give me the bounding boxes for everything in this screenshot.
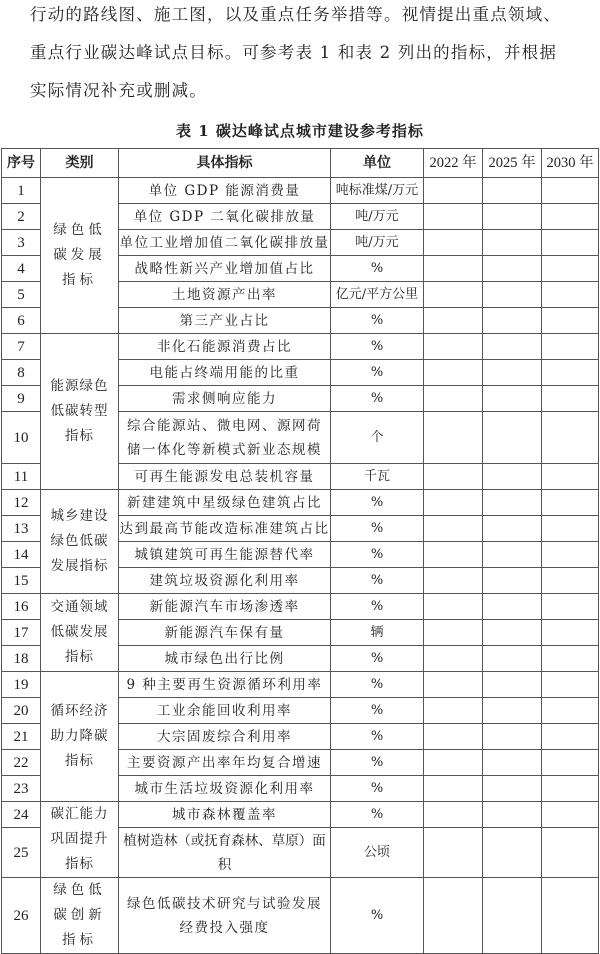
value-2030 — [542, 672, 599, 698]
value-2030 — [542, 878, 599, 954]
value-2030 — [542, 334, 599, 360]
value-2030 — [542, 776, 599, 802]
value-2030 — [542, 386, 599, 412]
header-indicator: 具体指标 — [119, 149, 331, 178]
value-2025 — [483, 464, 542, 490]
value-2022 — [424, 620, 483, 646]
value-2030 — [542, 412, 599, 464]
header-2025: 2025 年 — [483, 149, 542, 178]
value-2022 — [424, 360, 483, 386]
value-2030 — [542, 698, 599, 724]
indicator-cell: 战略性新兴产业增加值占比 — [119, 256, 331, 282]
value-2022 — [424, 178, 483, 204]
row-no: 21 — [2, 724, 41, 750]
value-2022 — [424, 568, 483, 594]
value-2025 — [483, 750, 542, 776]
value-2022 — [424, 490, 483, 516]
value-2022 — [424, 698, 483, 724]
indicator-cell: 新能源汽车市场渗透率 — [119, 594, 331, 620]
row-no: 5 — [2, 282, 41, 308]
row-no: 19 — [2, 672, 41, 698]
table-row — [2, 490, 599, 516]
value-2030 — [542, 620, 599, 646]
value-2022 — [424, 204, 483, 230]
value-2030 — [542, 282, 599, 308]
row-no: 4 — [2, 256, 41, 282]
value-2025 — [483, 568, 542, 594]
row-no: 17 — [2, 620, 41, 646]
table-row — [2, 594, 599, 620]
category-cell: 绿色低碳创新指标 — [41, 878, 119, 954]
value-2025 — [483, 698, 542, 724]
value-2025 — [483, 542, 542, 568]
value-2030 — [542, 802, 599, 828]
value-2025 — [483, 802, 542, 828]
row-no: 22 — [2, 750, 41, 776]
value-2025 — [483, 256, 542, 282]
indicator-cell: 土地资源产出率 — [119, 282, 331, 308]
paragraph-line: 实际情况补充或删减。 — [30, 81, 207, 100]
indicator-cell: 可再生能源发电总装机容量 — [119, 464, 331, 490]
unit-cell: % — [331, 646, 424, 672]
value-2022 — [424, 282, 483, 308]
indicator-cell: 单位 GDP 能源消费量 — [119, 178, 331, 204]
row-no: 12 — [2, 490, 41, 516]
value-2022 — [424, 256, 483, 282]
row-no: 2 — [2, 204, 41, 230]
value-2025 — [483, 828, 542, 878]
category-cell: 能源绿色低碳转型指标 — [41, 334, 119, 490]
indicator-cell: 第三产业占比 — [119, 308, 331, 334]
indicator-cell: 新能源汽车保有量 — [119, 620, 331, 646]
value-2030 — [542, 828, 599, 878]
unit-cell: % — [331, 776, 424, 802]
indicator-cell: 单位 GDP 二氧化碳排放量 — [119, 204, 331, 230]
table-row — [2, 878, 599, 954]
indicator-cell: 建筑垃圾资源化利用率 — [119, 568, 331, 594]
indicator-cell: 城市生活垃圾资源化利用率 — [119, 776, 331, 802]
indicator-table — [1, 148, 599, 954]
table-row — [2, 178, 599, 204]
value-2025 — [483, 620, 542, 646]
value-2030 — [542, 516, 599, 542]
value-2025 — [483, 360, 542, 386]
indicator-cell: 非化石能源消费占比 — [119, 334, 331, 360]
indicator-cell: 绿色低碳技术研究与试验发展经费投入强度 — [119, 878, 331, 954]
value-2025 — [483, 386, 542, 412]
indicator-cell: 植树造林（或抚育森林、草原）面积 — [119, 828, 331, 878]
unit-cell: 吨标准煤/万元 — [331, 178, 424, 204]
value-2025 — [483, 282, 542, 308]
unit-cell: % — [331, 750, 424, 776]
indicator-cell: 城市森林覆盖率 — [119, 802, 331, 828]
value-2022 — [424, 828, 483, 878]
value-2022 — [424, 386, 483, 412]
row-no: 16 — [2, 594, 41, 620]
value-2025 — [483, 646, 542, 672]
value-2030 — [542, 594, 599, 620]
value-2022 — [424, 464, 483, 490]
row-no: 25 — [2, 828, 41, 878]
row-no: 14 — [2, 542, 41, 568]
row-no: 3 — [2, 230, 41, 256]
indicator-cell: 电能占终端用能的比重 — [119, 360, 331, 386]
unit-cell: % — [331, 802, 424, 828]
row-no: 7 — [2, 334, 41, 360]
value-2030 — [542, 646, 599, 672]
value-2025 — [483, 672, 542, 698]
row-no: 24 — [2, 802, 41, 828]
table-caption: 表 1 碳达峰试点城市建设参考指标 — [176, 122, 424, 140]
unit-cell: % — [331, 878, 424, 954]
value-2030 — [542, 256, 599, 282]
value-2022 — [424, 724, 483, 750]
value-2025 — [483, 490, 542, 516]
row-no: 18 — [2, 646, 41, 672]
unit-cell: % — [331, 698, 424, 724]
value-2025 — [483, 878, 542, 954]
value-2030 — [542, 724, 599, 750]
value-2030 — [542, 360, 599, 386]
unit-cell: 吨/万元 — [331, 230, 424, 256]
value-2030 — [542, 490, 599, 516]
unit-cell: 个 — [331, 412, 424, 464]
indicator-cell: 大宗固废综合利用率 — [119, 724, 331, 750]
unit-cell: % — [331, 308, 424, 334]
indicator-cell: 需求侧响应能力 — [119, 386, 331, 412]
row-no: 13 — [2, 516, 41, 542]
row-no: 20 — [2, 698, 41, 724]
value-2022 — [424, 230, 483, 256]
header-category: 类别 — [41, 149, 119, 178]
paragraph-line: 行动的路线图、施工图，以及重点任务举措等。视情提出重点领域、 — [30, 5, 561, 24]
value-2030 — [542, 230, 599, 256]
value-2022 — [424, 516, 483, 542]
unit-cell: % — [331, 568, 424, 594]
unit-cell: % — [331, 672, 424, 698]
value-2022 — [424, 308, 483, 334]
unit-cell: % — [331, 724, 424, 750]
value-2030 — [542, 178, 599, 204]
unit-cell: % — [331, 542, 424, 568]
unit-cell: 亿元/平方公里 — [331, 282, 424, 308]
value-2030 — [542, 542, 599, 568]
value-2025 — [483, 178, 542, 204]
indicator-cell: 城市绿色出行比例 — [119, 646, 331, 672]
value-2022 — [424, 878, 483, 954]
row-no: 10 — [2, 412, 41, 464]
indicator-cell: 9 种主要再生资源循环利用率 — [119, 672, 331, 698]
category-cell: 绿色低碳发展指标 — [41, 178, 119, 334]
value-2022 — [424, 646, 483, 672]
value-2030 — [542, 750, 599, 776]
value-2025 — [483, 334, 542, 360]
body-paragraph — [30, 0, 590, 110]
value-2022 — [424, 750, 483, 776]
unit-cell: % — [331, 516, 424, 542]
value-2025 — [483, 412, 542, 464]
indicator-cell: 城镇建筑可再生能源替代率 — [119, 542, 331, 568]
unit-cell: % — [331, 360, 424, 386]
value-2022 — [424, 802, 483, 828]
unit-cell: % — [331, 256, 424, 282]
header-2030: 2030 年 — [542, 149, 599, 178]
value-2030 — [542, 308, 599, 334]
value-2025 — [483, 204, 542, 230]
value-2030 — [542, 464, 599, 490]
unit-cell: 吨/万元 — [331, 204, 424, 230]
unit-cell: % — [331, 334, 424, 360]
indicator-cell: 单位工业增加值二氧化碳排放量 — [119, 230, 331, 256]
value-2025 — [483, 230, 542, 256]
value-2022 — [424, 412, 483, 464]
category-cell: 交通领域低碳发展指标 — [41, 594, 119, 672]
value-2022 — [424, 334, 483, 360]
row-no: 1 — [2, 178, 41, 204]
category-cell: 循环经济助力降碳指标 — [41, 672, 119, 802]
indicator-cell: 达到最高节能改造标准建筑占比 — [119, 516, 331, 542]
row-no: 23 — [2, 776, 41, 802]
table-row — [2, 802, 599, 828]
value-2025 — [483, 776, 542, 802]
indicator-cell: 主要资源产出率年均复合增速 — [119, 750, 331, 776]
unit-cell: 千瓦 — [331, 464, 424, 490]
paragraph-line: 重点行业碳达峰试点目标。可参考表 1 和表 2 列出的指标，并根据 — [30, 43, 558, 62]
value-2022 — [424, 776, 483, 802]
category-cell: 城乡建设绿色低碳发展指标 — [41, 490, 119, 594]
indicator-cell: 工业余能回收利用率 — [119, 698, 331, 724]
value-2030 — [542, 568, 599, 594]
unit-cell: % — [331, 490, 424, 516]
unit-cell: 公顷 — [331, 828, 424, 878]
value-2022 — [424, 672, 483, 698]
table-row — [2, 672, 599, 698]
unit-cell: % — [331, 594, 424, 620]
value-2025 — [483, 594, 542, 620]
header-no: 序号 — [2, 149, 41, 178]
row-no: 11 — [2, 464, 41, 490]
value-2025 — [483, 516, 542, 542]
row-no: 15 — [2, 568, 41, 594]
indicator-cell: 综合能源站、微电网、源网荷储一体化等新模式新业态规模 — [119, 412, 331, 464]
row-no: 8 — [2, 360, 41, 386]
unit-cell: 辆 — [331, 620, 424, 646]
table-row — [2, 334, 599, 360]
table-header-row — [2, 149, 599, 178]
header-2022: 2022 年 — [424, 149, 483, 178]
header-unit: 单位 — [331, 149, 424, 178]
indicator-cell: 新建建筑中星级绿色建筑占比 — [119, 490, 331, 516]
value-2025 — [483, 724, 542, 750]
value-2022 — [424, 594, 483, 620]
category-cell: 碳汇能力巩固提升指标 — [41, 802, 119, 878]
value-2030 — [542, 204, 599, 230]
row-no: 6 — [2, 308, 41, 334]
value-2022 — [424, 542, 483, 568]
row-no: 9 — [2, 386, 41, 412]
row-no: 26 — [2, 878, 41, 954]
unit-cell: % — [331, 386, 424, 412]
value-2025 — [483, 308, 542, 334]
